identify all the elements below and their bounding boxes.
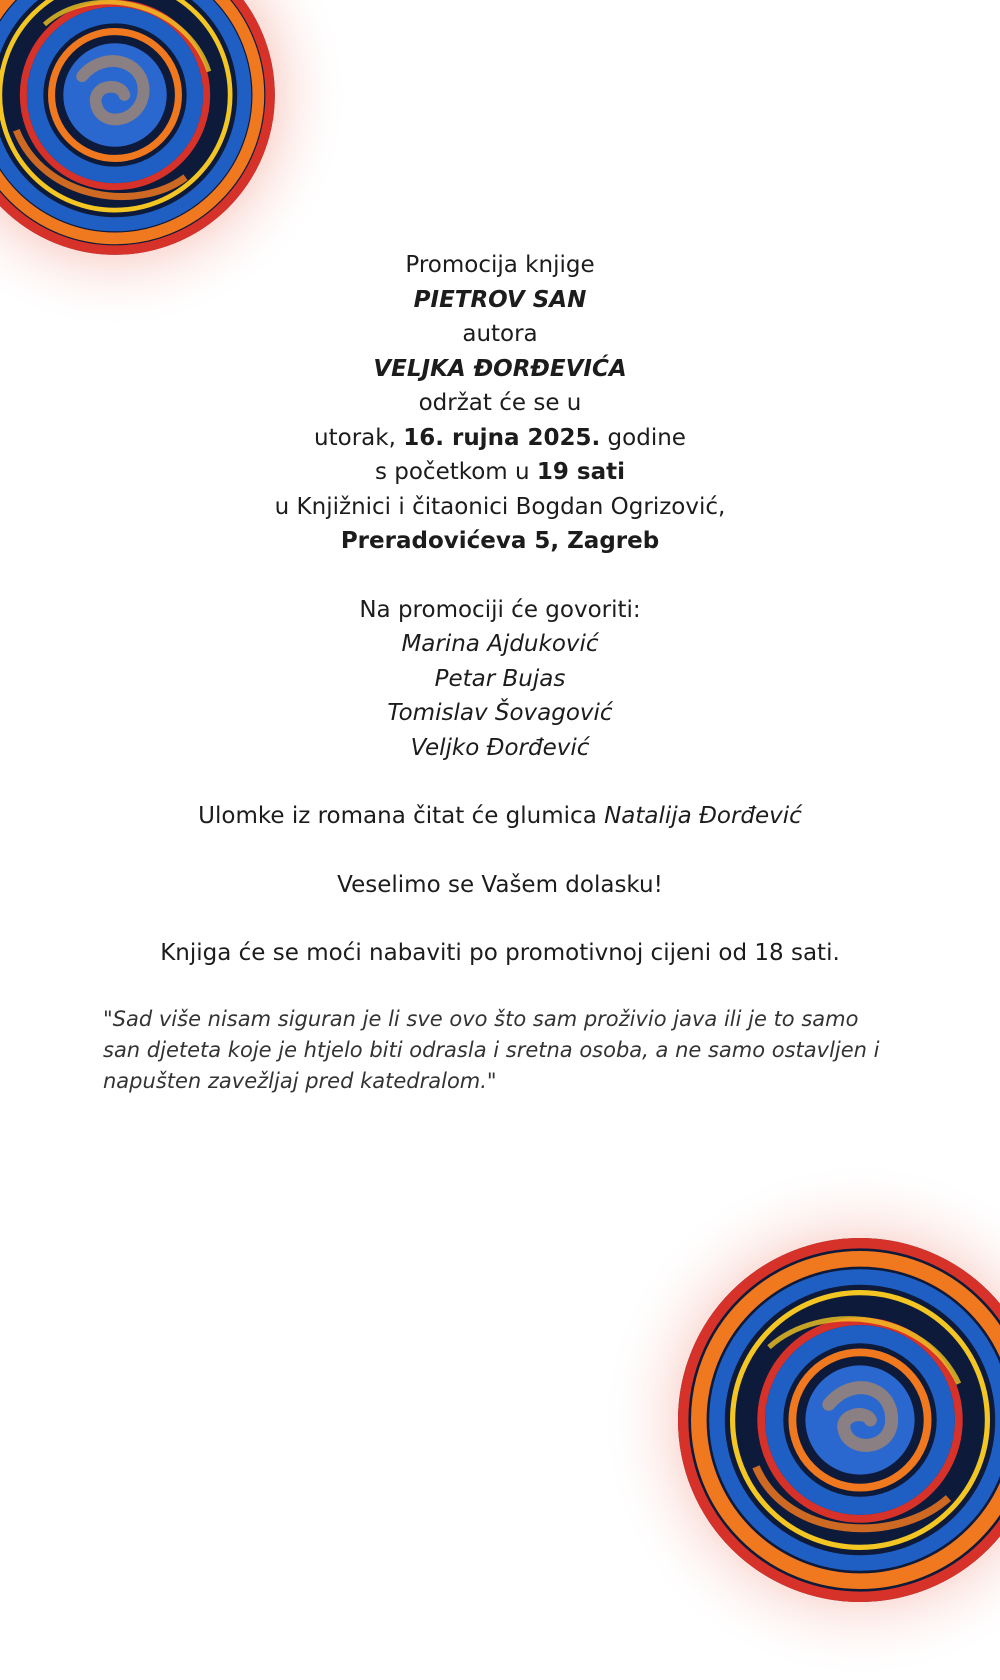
reading-line <box>0 799 1000 834</box>
author-label: autora <box>462 321 538 347</box>
held-line: održat će se u <box>418 390 582 416</box>
speakers-label: Na promociji će govoriti: <box>359 596 641 623</box>
speaker-name: Tomislav Šovagović <box>387 700 613 726</box>
date-suffix: godine <box>600 424 686 451</box>
speaker-name: Veljko Đorđević <box>410 734 590 761</box>
spacer <box>0 902 1000 936</box>
welcome-line: Veselimo se Vašem dolasku! <box>337 871 663 898</box>
date-prefix: utorak, <box>314 424 404 451</box>
author-name: VELJKA ĐORĐEVIĆA <box>373 355 627 382</box>
speaker-name: Marina Ajduković <box>401 631 599 657</box>
address-line: Preradovićeva 5, Zagreb <box>340 528 660 554</box>
event-time: 19 sati <box>536 459 626 485</box>
spacer <box>0 834 1000 868</box>
book-quote: "Sad više nisam siguran je li sve ovo što sam proživio java ili je to samo san djeteta koje je htjelo biti odrasla i sretna osoba, a ne samo ostavljen i napušten zavežljaj pred katedralom." <box>103 1007 880 1093</box>
offer-line: Knjiga će se moći nabaviti po promotivnoj cijeni od 18 sati. <box>160 940 840 966</box>
reader-name: Natalija Đorđević <box>604 803 802 829</box>
book-title: PIETROV SAN <box>413 286 587 313</box>
date-line <box>0 421 1000 456</box>
event-date: 16. rujna 2025. <box>403 424 601 451</box>
swirl-decoration-bottom <box>600 1160 1000 1680</box>
speaker-name: Petar Bujas <box>434 665 566 692</box>
spacer <box>0 559 1000 593</box>
invitation-text <box>0 248 1000 971</box>
time-line <box>0 455 1000 490</box>
promo-line: Promocija knjige <box>405 252 595 278</box>
venue-line: u Knjižnici i čitaonici Bogdan Ogrizović, <box>274 493 726 520</box>
time-prefix: s početkom u <box>374 459 537 485</box>
reading-prefix: Ulomke iz romana čitat će glumica <box>198 803 605 829</box>
spacer <box>0 765 1000 799</box>
